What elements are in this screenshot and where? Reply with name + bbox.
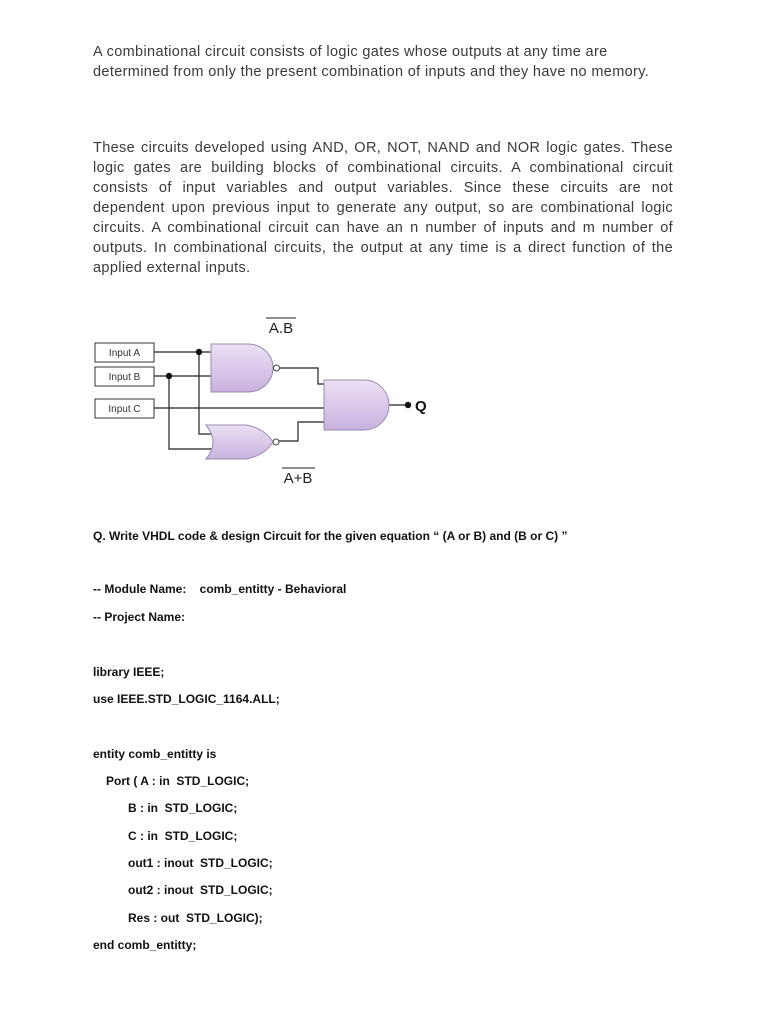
code-module-name: -- Module Name: comb_entitty - Behavioral bbox=[93, 582, 347, 596]
code-port-a: Port ( A : in STD_LOGIC; bbox=[106, 774, 250, 788]
question-heading: Q. Write VHDL code & design Circuit for the given equation “ (A or B) and (B or C) ” bbox=[93, 529, 568, 543]
code-project-name: -- Project Name: bbox=[93, 610, 186, 624]
code-port-c: C : in STD_LOGIC; bbox=[128, 829, 238, 843]
nor-label: A+B bbox=[283, 470, 313, 487]
junction-dot bbox=[166, 373, 172, 379]
nand-gate bbox=[211, 344, 280, 392]
nand-caption bbox=[266, 318, 296, 337]
nor-caption bbox=[282, 468, 315, 487]
input-b-box bbox=[95, 367, 154, 386]
and-gate bbox=[324, 380, 389, 430]
code-entity-end: end comb_entitty; bbox=[93, 938, 197, 952]
code-port-out1: out1 : inout STD_LOGIC; bbox=[128, 856, 273, 870]
input-b-label: Input B bbox=[108, 372, 141, 383]
nor-gate bbox=[206, 425, 279, 459]
code-library: library IEEE; bbox=[93, 665, 165, 679]
input-c-label: Input C bbox=[108, 404, 141, 415]
junction-dot bbox=[196, 349, 202, 355]
output-q-label: Q bbox=[415, 398, 427, 415]
input-a-label: Input A bbox=[108, 348, 141, 359]
code-entity-start: entity comb_entitty is bbox=[93, 747, 217, 761]
nand-label: A.B bbox=[268, 320, 294, 337]
code-use: use IEEE.STD_LOGIC_1164.ALL; bbox=[93, 692, 280, 706]
code-port-res: Res : out STD_LOGIC); bbox=[128, 911, 263, 925]
description-paragraph: These circuits developed using AND, OR, NOT, NAND and NOR logic gates. These logic gates are building blocks of combinational circuits. A combinational circuit consists of input variables and output variables. Since these circuits are not dependent upon previous input to generate any output, so are combinational logic circuits. A combinational circuit can have an n number of inputs and m number of outputs. In combinational circuits, the output at any time is a direct function of the applied external inputs. bbox=[93, 140, 673, 276]
code-port-out2: out2 : inout STD_LOGIC; bbox=[128, 883, 273, 897]
input-c-box bbox=[95, 399, 154, 418]
logic-circuit-diagram bbox=[88, 312, 448, 494]
input-a-box bbox=[95, 343, 154, 362]
output-dot bbox=[405, 402, 411, 408]
code-port-b: B : in STD_LOGIC; bbox=[128, 801, 238, 815]
intro-paragraph: A combinational circuit consists of logic gates whose outputs at any time are determined from only the present combination of inputs and they have no memory. bbox=[93, 44, 650, 80]
